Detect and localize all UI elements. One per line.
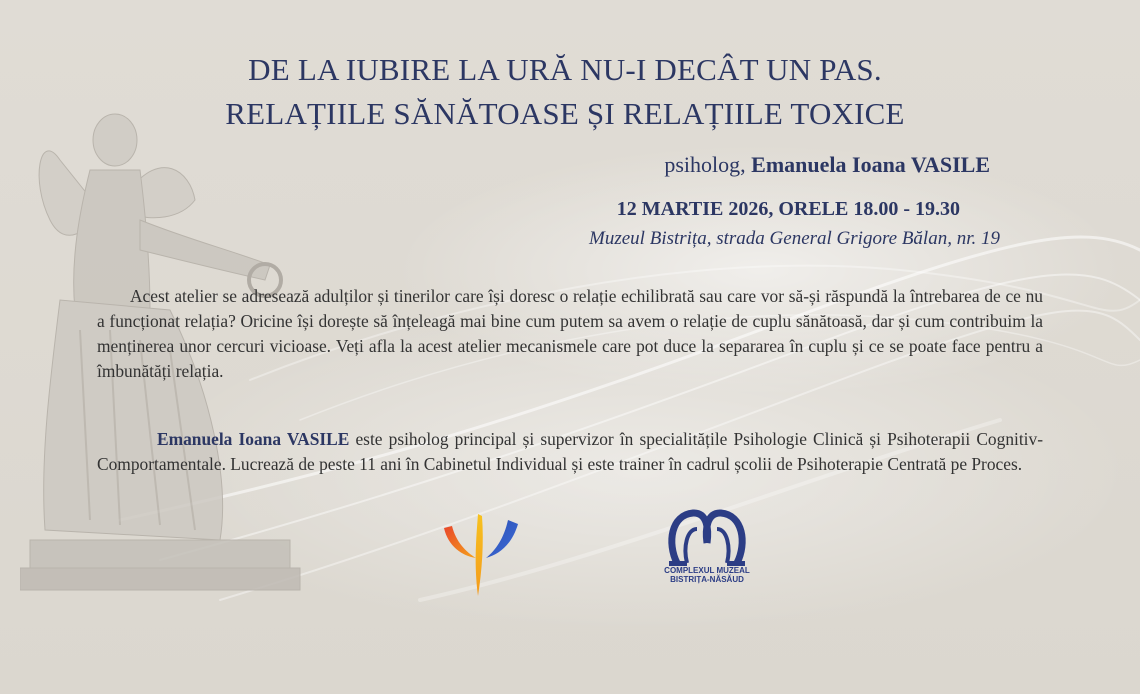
bio-paragraph	[97, 427, 1043, 477]
description-paragraph: Acest atelier se adresează adulților și tinerilor care își doresc o relație echilibrată sau care vor să-și răspundă la întrebarea de ce nu a funcționat relația? Oricine își dorește să înțeleagă mai bine cum putem sa avem o relație de cuplu sănătoasă, dar și cum contribuim la menținerea unor cercuri vicioase. Veți afla la acest atelier mecanismele care pot duce la separarea în cuplu și ce se poate face pentru a îmbunătăți relația.	[97, 286, 1043, 381]
museum-logo-line-1: COMPLEXUL MUZEAL	[664, 566, 750, 575]
psi-logo-icon	[440, 510, 522, 600]
speaker-line	[664, 152, 990, 178]
museum-logo-text	[652, 566, 762, 584]
speaker-prefix: psiholog,	[664, 152, 752, 177]
title-line-2: RELAȚIILE SĂNĂTOASE ȘI RELAȚIILE TOXICE	[225, 96, 905, 131]
bio-text: este psiholog principal și supervizor în specialitățile Psihologie Clinică și Psihoterapii Cognitiv- Comportamentale. Lucrează de peste 11 ani în Cabinetul Individual și este trainer în cadrul școlii de Psihoterapie Centrată pe Proces.	[97, 429, 1043, 474]
bio-name: Emanuela Ioana VASILE	[157, 429, 350, 449]
museum-logo-line-2: BISTRIȚA-NĂSĂUD	[670, 575, 744, 584]
title-line-1: DE LA IUBIRE LA URĂ NU-I DECÂT UN PAS.	[248, 52, 882, 87]
event-title	[150, 48, 980, 136]
event-date-time: 12 MARTIE 2026, ORELE 18.00 - 19.30	[616, 198, 960, 220]
speaker-name: Emanuela Ioana VASILE	[751, 152, 990, 177]
event-location: Muzeul Bistrița, strada General Grigore Bălan, nr. 19	[589, 228, 1000, 249]
